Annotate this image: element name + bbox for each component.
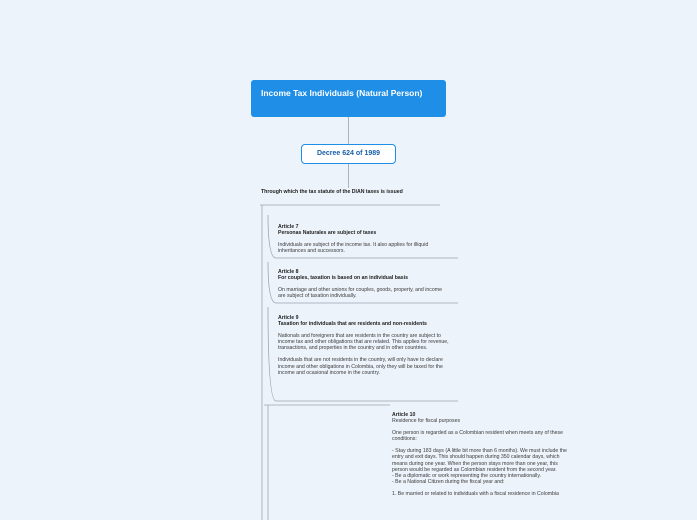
article-9-topic[interactable] [278, 315, 454, 376]
article-10-paragraph-1: One person is regarded as a Colombian resident when meets any of these conditions: [392, 430, 563, 443]
article-7-heading: Personas Naturales are subject of taxes [278, 230, 377, 237]
root-topic-title: Income Tax Individuals (Natural Person) [261, 88, 423, 98]
article-9-number: Article 9 [278, 315, 299, 321]
article-9-heading: Taxation for individuals that are residents and non-residents [278, 321, 427, 328]
intro-topic[interactable] [261, 189, 441, 195]
article-8-body: On marriage and other unions for couples, goods, property, and income are subject of taxation individually. [278, 287, 442, 300]
article-8-topic[interactable] [278, 269, 450, 299]
intro-topic-text: Through which the tax statute of the DIAN taxes is issued [261, 189, 403, 195]
article-10-paragraph-2: - Stay during 183 days (A little bit more than 6 months). We must include the entry and exit days. This should happen during 350 calendar days, which means during one year. When the person stays more than one year, this person would be regarded as Colombian resident from the second year. - Be a diplomatic or work representing the country internationally. - Be a National Citizen during the fiscal year and: [392, 448, 567, 485]
article-9-body-1: Nationals and foreigners that are residents in the country are subject to income tax and other obligations that are related. This applies for revenue, transactions, and properties in the country and in other countries. [278, 333, 449, 352]
article-8-heading: For couples, taxation is based on an individual basis [278, 275, 409, 282]
decree-topic-label: Decree 624 of 1989 [316, 150, 381, 157]
article-10-topic[interactable] [392, 412, 570, 497]
root-topic[interactable] [251, 80, 446, 117]
article-8-number: Article 8 [278, 269, 299, 275]
article-10-subtitle: Residence for fiscal purposes [392, 418, 461, 425]
article-9-body-2: Individuals that are not residents in the country, will only have to declare income and other obligations in Colombia, only they will be taxed for the income and ocasional income in the country. [278, 357, 443, 376]
article-10-paragraph-3: 1. Be married or related to individuals with a fiscal residence in Colombia [392, 490, 559, 497]
article-7-topic[interactable] [278, 224, 450, 254]
article-10-number: Article 10 [392, 412, 416, 418]
decree-topic[interactable] [301, 144, 396, 164]
article-7-number: Article 7 [278, 224, 299, 230]
article-7-body: Individuals are subject of the income tax. It also applies for illiquid inheritances and successors. [278, 242, 429, 255]
